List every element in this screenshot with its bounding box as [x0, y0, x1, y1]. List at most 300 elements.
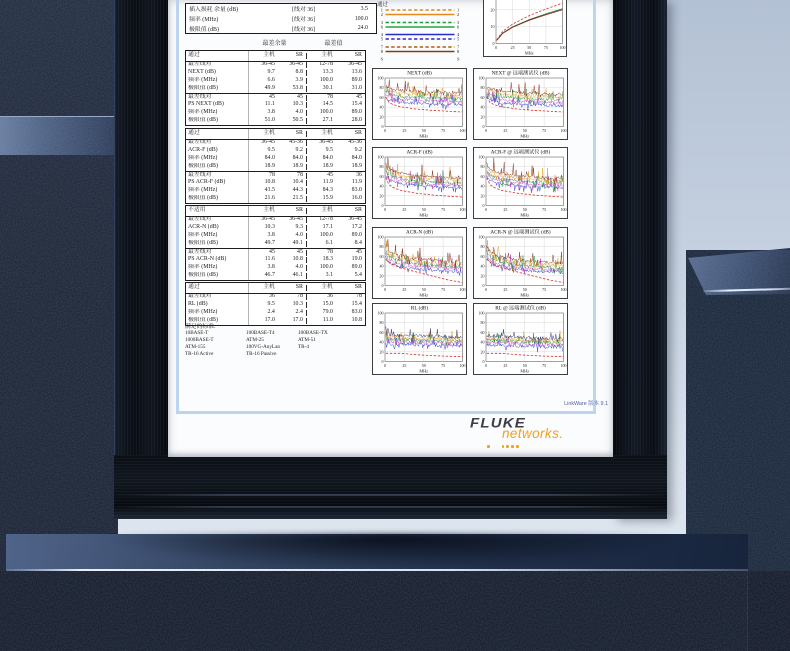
chart-acrf — [372, 147, 467, 219]
xtick-label: 100 — [560, 207, 567, 212]
table-row-label: 最差线对 — [186, 172, 249, 180]
picture-frame-left — [114, 0, 169, 519]
table-cell: 84.0 — [322, 155, 333, 162]
table-cell: 9.5 — [267, 147, 275, 154]
table-col-header: 主机 — [263, 129, 275, 136]
table-row — [186, 62, 365, 70]
table-cell: 78 — [269, 171, 275, 178]
summary-row-pair: [线对 36] — [292, 26, 316, 33]
xtick-label: 25 — [402, 207, 407, 212]
table-col-header: SR — [278, 53, 307, 59]
wiremap-pin-right: 8 — [457, 49, 460, 55]
ytick-label: 0 — [381, 359, 384, 364]
xtick-label: 100 — [459, 287, 466, 292]
chart-title: NEXT (dB) — [407, 70, 432, 77]
table-cell: 36 — [327, 293, 333, 300]
logo-networks-text: networks. — [502, 426, 564, 441]
ytick-label: 10 — [490, 24, 495, 30]
table-cell: 78 — [327, 93, 333, 100]
table-cell: 84.0 — [264, 155, 275, 162]
chart-acrn_r — [473, 227, 568, 299]
table-cell: 9.3 — [278, 225, 307, 231]
table-cell: 3.9 — [278, 78, 307, 84]
table-cell: 83.0 — [351, 309, 362, 316]
table-cell: 3.1 — [325, 272, 333, 279]
table-row — [186, 69, 365, 77]
ytick-label: 80 — [480, 244, 485, 250]
xtick-label: 50 — [522, 128, 527, 133]
table-cell: 46.7 — [264, 272, 275, 279]
table-cell: 36-45 — [348, 216, 362, 223]
table-row — [186, 301, 365, 309]
table-row — [186, 195, 365, 203]
table-cell: 10.4 — [278, 180, 307, 186]
ytick-label: 60 — [480, 94, 485, 100]
table-col-header: 主机 — [321, 51, 333, 58]
table-cell: 9.2 — [278, 148, 307, 154]
chart-next — [372, 68, 467, 140]
table-group — [186, 93, 365, 125]
ytick-label: 100 — [478, 234, 485, 240]
ytick-label: 20 — [480, 349, 485, 355]
table-row — [186, 217, 365, 225]
table-cell: 4.0 — [278, 110, 307, 116]
ytick-label: 100 — [478, 75, 485, 81]
table-status: 通过 — [186, 283, 249, 293]
table-cell: 78 — [327, 248, 333, 255]
standard-item: 1000BASE-T — [185, 337, 214, 343]
standard-item: TR-4 — [298, 344, 309, 350]
ytick-label: 100 — [377, 75, 384, 81]
table-cell: 36 — [269, 293, 275, 300]
ytick-label: 40 — [480, 104, 485, 110]
xtick-label: 25 — [503, 363, 508, 368]
table-row — [186, 155, 365, 163]
table-row — [186, 163, 365, 171]
chart-acrn — [372, 227, 467, 299]
table-row — [186, 85, 365, 93]
pedestal-side-face — [747, 571, 790, 651]
table-row-label: PS ACR-F (dB) — [186, 179, 249, 187]
table-row — [186, 272, 365, 280]
xtick-label: 50 — [421, 363, 426, 368]
wiremap-pin-right: 1 — [457, 7, 460, 13]
table-cell: 49.7 — [264, 239, 275, 246]
table-row-label: 最差线对 — [186, 249, 249, 257]
table-cell: 89.0 — [351, 109, 362, 116]
table-cell: 13.3 — [322, 69, 333, 76]
ytick-label: 40 — [379, 263, 384, 269]
table-cell: 84.0 — [278, 156, 307, 162]
xtick-label: 100 — [560, 128, 567, 133]
table-row — [186, 94, 365, 102]
table-cell: 3.8 — [267, 109, 275, 116]
ytick-label: 60 — [480, 253, 485, 259]
standard-item: TR-16 Active — [185, 351, 214, 357]
standard-item: 100BASE-T4 — [246, 330, 275, 336]
ytick-label: 20 — [490, 7, 495, 13]
table-row-label: 频率 (MHz) — [186, 309, 249, 317]
table-row-label: 频率 (MHz) — [186, 155, 249, 163]
table-row-label: ACR-F (dB) — [186, 147, 249, 155]
table-cell: 78 — [356, 293, 362, 300]
chart-svg-rl_r — [473, 303, 568, 375]
table-cell: 45 — [356, 93, 362, 100]
table-col-header: SR — [354, 283, 362, 290]
ytick-label: 40 — [379, 183, 384, 189]
ytick-label: 0 — [482, 124, 485, 129]
table-row — [186, 240, 365, 248]
xtick-label: 75 — [542, 128, 547, 133]
table-row-label: 极限值 (dB) — [186, 240, 249, 248]
table-header-row — [186, 206, 365, 217]
xtick-label: 100 — [560, 287, 567, 292]
table-cell: 78 — [278, 173, 307, 179]
standards-title: 满足的标准: — [185, 324, 216, 330]
xtick-label: 25 — [503, 128, 508, 133]
chart-title: ACR-F @ 远端测试仪 (dB) — [490, 149, 551, 156]
wiremap-pin-left: 6 — [380, 24, 383, 30]
summary-row-label: 插入损耗 余量 (dB) — [189, 7, 239, 14]
chart-svg-acrf — [372, 147, 467, 219]
result-table-rl — [185, 282, 366, 326]
xtick-label: 75 — [441, 363, 446, 368]
table-cell: 10.8 — [351, 316, 362, 323]
table-status: 不适用 — [186, 206, 249, 216]
summary-row-value: 100.0 — [354, 15, 368, 22]
xtick-label: 75 — [542, 207, 547, 212]
table-cell: 27.1 — [322, 117, 333, 124]
table-row — [186, 179, 365, 187]
table-row-label: 极限值 (dB) — [186, 117, 249, 125]
chart-title: ACR-N (dB) — [406, 229, 433, 236]
wiremap-pin-right: 5 — [457, 36, 460, 42]
table-row — [186, 224, 365, 232]
table-cell: 10.8 — [278, 257, 307, 263]
table-cell: 100.0 — [319, 232, 333, 239]
chart-svg-acrn_r — [473, 227, 568, 299]
xtick-label: 25 — [503, 287, 508, 292]
xtick-label: 0 — [384, 207, 386, 212]
ytick-label: 60 — [379, 329, 384, 335]
table-cell: 45 — [278, 95, 307, 101]
table-cell: 9.5 — [267, 301, 275, 308]
ytick-label: 0 — [482, 203, 485, 208]
table-cell: 46.1 — [278, 273, 307, 279]
table-cell: 51.0 — [264, 117, 275, 124]
table-row — [186, 77, 365, 85]
report-page — [168, 0, 613, 457]
table-cell: 21.5 — [278, 196, 307, 202]
table-cell: 89.0 — [351, 232, 362, 239]
chart-rl — [372, 303, 467, 375]
wiremap-pin-left: 4 — [380, 32, 383, 38]
chart-svg-next — [372, 68, 467, 140]
table-row-label: PS NEXT (dB) — [186, 101, 249, 109]
table-header-row — [186, 129, 365, 140]
xtick-label: 25 — [402, 128, 407, 133]
table-cell: 6.1 — [325, 239, 333, 246]
xtick-label: 50 — [421, 128, 426, 133]
table-col-header: SR — [354, 206, 362, 213]
xtick-label: 0 — [485, 128, 487, 133]
table-cell: 15.4 — [351, 301, 362, 308]
standard-item: TR-16 Passive — [246, 351, 277, 357]
table-row-label: 最差线对 — [186, 62, 249, 70]
xtick-label: 0 — [384, 363, 386, 368]
table-header-row — [186, 283, 365, 294]
pedestal-front-face — [0, 571, 790, 651]
standards-column — [246, 330, 280, 358]
table-cell: 44.3 — [278, 188, 307, 194]
table-col-header: 主机 — [263, 51, 275, 58]
xtick-label: 100 — [559, 45, 566, 50]
table-cell: 36-45 — [261, 216, 275, 223]
xaxis-label: MHz — [524, 50, 534, 56]
summary-row-pair: [线对 36] — [292, 17, 316, 24]
table-row — [186, 256, 365, 264]
xtick-label: 75 — [441, 207, 446, 212]
wiremap-pin-right: 3 — [457, 20, 460, 26]
ytick-label: 80 — [379, 85, 384, 91]
xaxis-label: MHz — [520, 368, 530, 374]
xtick-label: 100 — [560, 363, 567, 368]
table-row-label: 最差线对 — [186, 294, 249, 302]
ytick-label: 40 — [480, 339, 485, 345]
table-col-header: 主机 — [263, 283, 275, 290]
table-cell: 8.4 — [354, 239, 362, 246]
chart-il — [483, 0, 567, 57]
ytick-label: 20 — [379, 349, 384, 355]
xaxis-label: MHz — [419, 133, 429, 139]
chart-svg-acrf_r — [473, 147, 568, 219]
table-cell: 36-45 — [261, 61, 275, 68]
chart-title: ACR-N @ 远端测试仪 (dB) — [490, 229, 551, 236]
xaxis-label: MHz — [520, 292, 530, 298]
chart-title: ACR-F (dB) — [406, 149, 433, 156]
table-row-label: PS ACR-N (dB) — [186, 256, 249, 264]
wiremap-pin-right: 2 — [457, 12, 460, 18]
ytick-label: 60 — [480, 329, 485, 335]
table-cell: 83.0 — [351, 187, 362, 194]
ytick-label: 20 — [480, 193, 485, 199]
table-cell: 36-45 — [278, 62, 307, 68]
ytick-label: 20 — [379, 114, 384, 120]
xtick-label: 75 — [542, 363, 547, 368]
summary-row-value: 24.0 — [357, 25, 368, 32]
table-cell: 4.0 — [278, 233, 307, 239]
table-cell: 45 — [278, 250, 307, 256]
table-cell: 28.0 — [351, 117, 362, 124]
table-cell: 36-45 — [278, 217, 307, 223]
ytick-label: 60 — [379, 173, 384, 179]
ytick-label: 20 — [480, 114, 485, 120]
table-cell: 11.6 — [264, 256, 275, 263]
table-cell: 100.0 — [319, 77, 333, 84]
xtick-label: 0 — [384, 287, 386, 292]
summary-row — [186, 4, 376, 14]
wiremap-pin-right: 6 — [457, 24, 460, 30]
ytick-label: 40 — [480, 263, 485, 269]
wiremap-pin-right: 7 — [457, 44, 460, 50]
table-cell: 79.0 — [322, 309, 333, 316]
table-col-header: 主机 — [263, 206, 275, 213]
table-cell: 36-45 — [348, 61, 362, 68]
table-group — [186, 294, 365, 325]
table-status: 通过 — [186, 51, 249, 61]
xtick-label: 0 — [485, 207, 487, 212]
table-cell: 12-78 — [319, 216, 333, 223]
table-group — [186, 248, 365, 280]
table-row-label: 极限值 (dB) — [186, 317, 249, 325]
table-cell: 3.8 — [267, 232, 275, 239]
ytick-label: 20 — [379, 273, 384, 279]
table-row-label: 最差线对 — [186, 217, 249, 225]
table-group — [186, 171, 365, 203]
background-cube-right — [686, 250, 790, 572]
insertion-loss-summary-table — [185, 3, 377, 34]
xtick-label: 75 — [441, 287, 446, 292]
xaxis-label: MHz — [520, 133, 530, 139]
table-cell: 11.1 — [264, 101, 275, 108]
table-cell: 9.2 — [354, 147, 362, 154]
wiremap-svg — [372, 0, 468, 64]
table-cell: 15.0 — [322, 301, 333, 308]
xtick-label: 50 — [522, 363, 527, 368]
table-cell: 45 — [269, 93, 275, 100]
standards-column — [298, 330, 328, 351]
ytick-label: 80 — [379, 320, 384, 326]
table-cell: 12-78 — [319, 61, 333, 68]
table-row — [186, 172, 365, 180]
table-cell: 84.3 — [322, 187, 333, 194]
worst-margin-label: 最差余量 — [262, 41, 287, 47]
table-cell: 49.9 — [264, 84, 275, 91]
table-cell: 5.4 — [354, 272, 362, 279]
ytick-label: 0 — [492, 41, 495, 46]
table-row-label: 频率 (MHz) — [186, 109, 249, 117]
table-row-label: 最差线对 — [186, 94, 249, 102]
xtick-label: 50 — [421, 287, 426, 292]
ytick-label: 20 — [480, 273, 485, 279]
table-cell: 45-36 — [278, 140, 307, 146]
xtick-label: 0 — [485, 287, 487, 292]
table-cell: 36 — [356, 171, 362, 178]
chart-svg-rl — [372, 303, 467, 375]
wiremap-pin-right: 4 — [457, 32, 460, 38]
standard-item: 100VG-AnyLan — [246, 344, 280, 350]
table-row — [186, 140, 365, 148]
table-cell: 100.0 — [319, 264, 333, 271]
chart-svg-next_r — [473, 68, 568, 140]
summary-row — [186, 23, 376, 33]
table-cell: 17.0 — [278, 318, 307, 324]
ytick-label: 100 — [478, 154, 485, 160]
table-row-label: 极限值 (dB) — [186, 85, 249, 93]
ytick-label: 80 — [379, 164, 384, 170]
table-cell: 43.5 — [264, 187, 275, 194]
table-row-label: ACR-N (dB) — [186, 224, 249, 232]
chart-svg-il — [483, 0, 567, 57]
table-row-label: 频率 (MHz) — [186, 187, 249, 195]
table-col-header: 主机 — [321, 206, 333, 213]
chart-title: RL @ 远端测试仪 (dB) — [495, 305, 546, 312]
fluke-networks-logo — [463, 413, 598, 453]
table-row-label: 极限值 (dB) — [186, 163, 249, 171]
xtick-label: 0 — [495, 45, 497, 50]
chart-acrf_r — [473, 147, 568, 219]
table-row-label: RL (dB) — [186, 301, 249, 309]
ytick-label: 80 — [480, 320, 485, 326]
xtick-label: 100 — [459, 207, 466, 212]
table-cell: 17.0 — [264, 316, 275, 323]
table-col-header: SR — [278, 131, 307, 137]
table-cell: 30.1 — [322, 84, 333, 91]
table-row — [186, 187, 365, 195]
wiremap — [372, 0, 468, 64]
ytick-label: 100 — [377, 310, 384, 316]
picture-frame-bottom — [114, 455, 667, 519]
wiremap-pin-left: 3 — [380, 20, 383, 26]
xtick-label: 25 — [402, 287, 407, 292]
wiremap-pin-left: 2 — [380, 12, 383, 18]
xtick-label: 25 — [402, 363, 407, 368]
ytick-label: 100 — [377, 234, 384, 240]
ytick-label: 40 — [480, 183, 485, 189]
table-row-label: 极限值 (dB) — [186, 195, 249, 203]
ytick-label: 100 — [377, 154, 384, 160]
ytick-label: 0 — [381, 203, 384, 208]
logo-dots — [487, 445, 521, 448]
ytick-label: 60 — [379, 94, 384, 100]
frame-shadow — [112, 534, 668, 568]
table-cell: 3.8 — [267, 264, 275, 271]
table-group — [186, 140, 365, 171]
worst-margin-value-header — [185, 38, 364, 47]
table-cell: 100.0 — [319, 109, 333, 116]
xtick-label: 50 — [522, 207, 527, 212]
xaxis-label: MHz — [419, 292, 429, 298]
table-row — [186, 294, 365, 302]
table-cell: 89.0 — [351, 264, 362, 271]
xtick-label: 50 — [421, 207, 426, 212]
table-cell: 89.0 — [351, 77, 362, 84]
standard-item: ATM-51 — [298, 337, 316, 343]
ytick-label: 60 — [480, 173, 485, 179]
summary-row-label: 极限值 (dB) — [189, 26, 219, 33]
table-cell: 10.3 — [278, 302, 307, 308]
result-table-acrn — [185, 205, 366, 281]
frame-molding-highlight — [114, 506, 667, 508]
table-cell: 19.0 — [351, 256, 362, 263]
xtick-label: 25 — [503, 207, 508, 212]
xtick-label: 75 — [542, 287, 547, 292]
table-cell: 6.6 — [267, 77, 275, 84]
table-col-header: SR — [354, 129, 362, 136]
summary-row-label: 频率 (MHz) — [189, 17, 219, 24]
xtick-label: 50 — [522, 287, 527, 292]
table-cell: 49.1 — [278, 241, 307, 247]
wiremap-pin-left: 7 — [380, 44, 383, 50]
ytick-label: 40 — [379, 104, 384, 110]
ytick-label: 0 — [482, 359, 485, 364]
table-cell: 84.0 — [351, 155, 362, 162]
table-cell: 18.9 — [351, 162, 362, 169]
ytick-label: 0 — [482, 283, 485, 288]
table-cell: 18.9 — [264, 162, 275, 169]
xtick-label: 75 — [441, 128, 446, 133]
table-header-row — [186, 51, 365, 62]
